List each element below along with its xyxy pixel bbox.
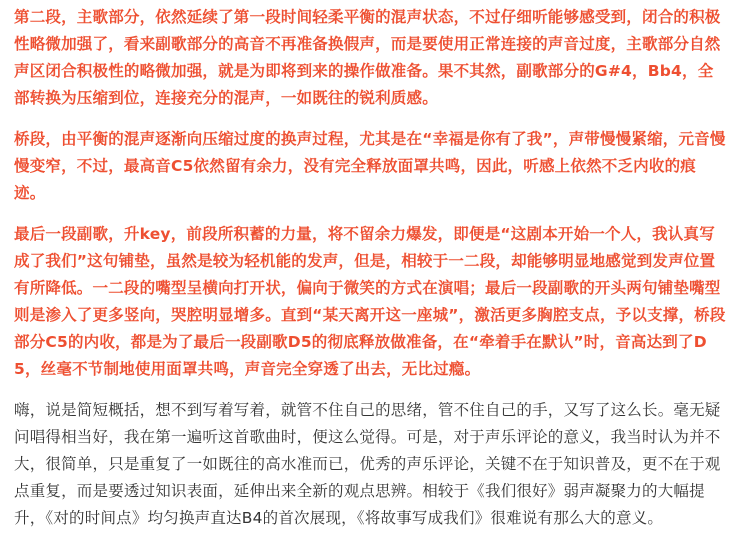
paragraph-conclusion: 嗨，说是简短概括，想不到写着写着，就管不住自己的思绪，管不住自己的手，又写了这么长。毫无疑问唱得相当好，我在第一遍听这首歌曲时，便这么觉得。可是，对于声乐评论的意义，我当时认为并不大，很简单，只是重复了一如既往的高水准而已，优秀的声乐评论，关键不在于知识普及，更不在于观点重复，而是要透过知识表面，延伸出来全新的观点思辨。相较于《我们很好》弱声凝聚力的大幅提升，《对的时间点》均匀换声直达B4的首次展现，《将故事写成我们》很难说有那么大的意义。	[14, 401, 721, 527]
article-body	[14, 4, 726, 546]
paragraph-final-chorus-analysis: 最后一段副歌，升key，前段所积蓄的力量，将不留余力爆发，即便是“这剧本开始一个人，我认真写成了我们”这句铺垫，虽然是较为轻机能的发声，但是，相较于一二段，却能够明显地感觉到发声位置有所降低。一二段的嘴型呈横向打开状，偏向于微笑的方式在演唱；最后一段副歌的开头两句铺垫嘴型则是渗入了更多竖向，哭腔明显增多。直到“某天离开这一座城”，激活更多胸腔支点，予以支撑，桥段部分C5的内收，都是为了最后一段副歌D5的彻底释放做准备，在“牵着手在默认”时，音高达到了D5，丝毫不节制地使用面罩共鸣，声音完全穿透了出去，无比过瘾。	[14, 225, 726, 378]
paragraph-verse-analysis: 第二段，主歌部分，依然延续了第一段时间轻柔平衡的混声状态，不过仔细听能够感受到，闭合的积极性略微加强了，看来副歌部分的高音不再准备换假声，而是要使用正常连接的声音过度，主歌部分自然声区闭合积极性的略微加强，就是为即将到来的操作做准备。果不其然，副歌部分的G#4，Bb4，全部转换为压缩到位，连接充分的混声，一如既往的锐利质感。	[14, 8, 721, 107]
paragraph-bridge-analysis: 桥段，由平衡的混声逐渐向压缩过度的换声过程，尤其是在“幸福是你有了我”，声带慢慢紧缩，元音慢慢变窄，不过，最高音C5依然留有余力，没有完全释放面罩共鸣，因此，听感上依然不乏内收的痕迹。	[14, 130, 726, 202]
